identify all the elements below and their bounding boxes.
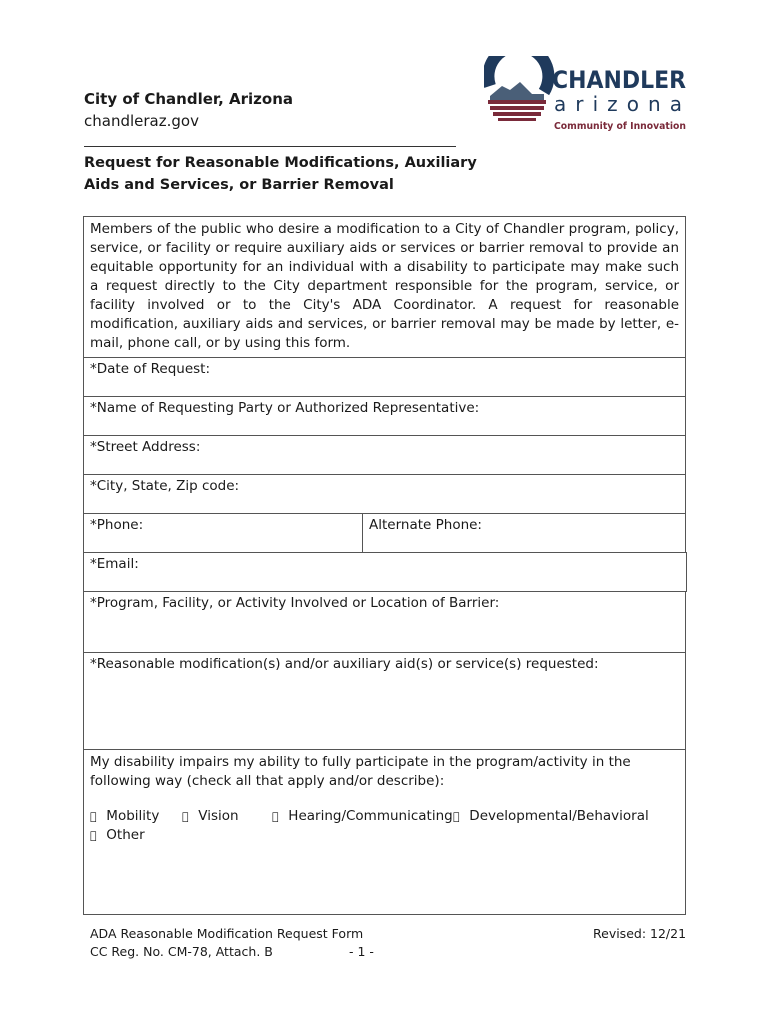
option-vision-label: Vision [198, 808, 239, 824]
requesting-party-field[interactable] [83, 396, 686, 436]
footer-revised: Revised: 12/21 [593, 926, 687, 941]
alternate-phone-field[interactable] [362, 513, 686, 553]
page-number: - 1 - [349, 944, 374, 959]
form-title-line-2: Aids and Services, or Barrier Removal [84, 177, 394, 193]
checkbox-icon[interactable] [182, 807, 194, 826]
form-title-line-1: Request for Reasonable Modifications, Auxiliary [84, 155, 477, 171]
street-address-field[interactable] [83, 435, 686, 475]
requesting-party-label: *Name of Requesting Party or Authorized Representative: [90, 400, 480, 416]
email-label: *Email: [90, 556, 139, 572]
program-location-field[interactable] [83, 591, 686, 653]
header-divider [84, 146, 456, 147]
option-mobility[interactable] [90, 807, 159, 826]
chandler-logo-mark [484, 56, 689, 134]
option-hearing[interactable] [272, 807, 453, 826]
phone-field[interactable] [83, 513, 363, 553]
street-address-label: *Street Address: [90, 439, 201, 455]
checkbox-icon[interactable] [90, 826, 102, 845]
city-state-zip-label: *City, State, Zip code: [90, 478, 240, 494]
chandler-logo [484, 56, 689, 134]
date-of-request-label: *Date of Request: [90, 361, 210, 377]
disability-impact-field [83, 749, 686, 915]
org-name: City of Chandler, Arizona [84, 90, 294, 108]
phone-label: *Phone: [90, 517, 144, 533]
logo-mountains [490, 82, 544, 100]
checkbox-icon[interactable] [90, 807, 102, 826]
date-of-request-field[interactable] [83, 357, 686, 397]
logo-word: CHANDLER [552, 66, 686, 94]
option-other-label: Other [106, 827, 145, 843]
modification-requested-label: *Reasonable modification(s) and/or auxiliary aid(s) or service(s) requested: [90, 656, 599, 672]
option-developmental[interactable] [453, 807, 649, 826]
logo-stripe [493, 112, 541, 116]
city-state-zip-field[interactable] [83, 474, 686, 514]
logo-stripe [498, 118, 536, 121]
footer-form-name: ADA Reasonable Modification Request Form [90, 926, 364, 941]
option-other[interactable] [90, 826, 145, 845]
logo-stripe [490, 106, 544, 110]
logo-stripe [488, 100, 546, 104]
intro-text: Members of the public who desire a modification to a City of Chandler program, policy, service, or facility or require auxiliary aids or services or barrier removal to provide an equitable opportunity for an individual with a disability to participate may make such a request directly to the City department responsible for the program, service, or facility involved or to the City's ADA Coordinator. A request for reasonable modification, auxiliary aids and services, or barrier removal may be made by letter, e-mail, phone call, or by using this form. [83, 216, 686, 358]
logo-sub: arizona [554, 92, 682, 116]
website: chandleraz.gov [84, 112, 199, 130]
footer-reg-no: CC Reg. No. CM-78, Attach. B [90, 944, 273, 959]
checkbox-icon[interactable] [453, 807, 465, 826]
disability-prompt: My disability impairs my ability to fully participate in the program/activity in the following way (check all that apply and/or describe): [90, 754, 631, 789]
option-developmental-label: Developmental/Behavioral [469, 808, 649, 824]
option-hearing-label: Hearing/Communicating [288, 808, 453, 824]
modification-requested-field[interactable] [83, 652, 686, 750]
email-field[interactable] [83, 552, 687, 592]
alternate-phone-label: Alternate Phone: [369, 517, 482, 533]
option-vision[interactable] [182, 807, 239, 826]
program-location-label: *Program, Facility, or Activity Involved or Location of Barrier: [90, 595, 500, 611]
option-mobility-label: Mobility [106, 808, 160, 824]
checkbox-icon[interactable] [272, 807, 284, 826]
logo-tagline: Community of Innovation [554, 121, 686, 132]
